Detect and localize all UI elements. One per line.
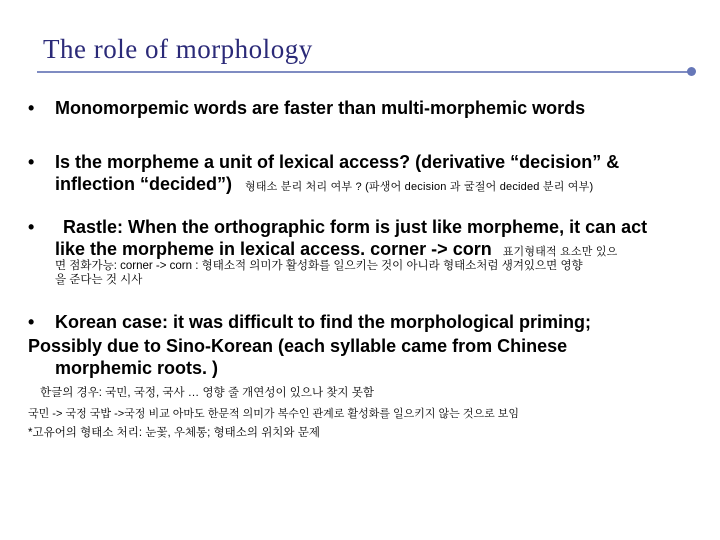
- bullet-marker: •: [28, 217, 35, 237]
- bullet-3-line-1: Rastle: When the orthographic form is just like morpheme, it can act: [63, 217, 648, 237]
- bullet-3-inline-note: 표기형태적 요소만 있으: [502, 246, 618, 258]
- slide-title: The role of morphology: [43, 34, 313, 64]
- bullet-2-korean-note: 형태소 분리 처리 여부 ? (파생어 decision 과 굴절어 decided 분리 여부): [245, 181, 594, 193]
- bullet-3-line-2-text: like the morpheme in lexical access. corner -> corn: [55, 239, 492, 259]
- bullet-2-line-1: Is the morpheme a unit of lexical access? (derivative “decision” &: [55, 152, 620, 172]
- bullet-marker: •: [28, 312, 35, 332]
- bullet-2-line-2-text: inflection “decided”): [55, 174, 233, 194]
- bullet-2-line-2: [55, 173, 593, 198]
- bullet-4-line-3: morphemic roots. ): [55, 358, 219, 378]
- bullet-3-note-line-3: 을 준다는 것 시사: [55, 274, 143, 286]
- korean-note-3: *고유어의 형태소 처리: 눈꽃, 우체통; 형태소의 위치와 문제: [28, 427, 320, 439]
- title-underline: [37, 71, 693, 73]
- bullet-marker: •: [28, 98, 35, 118]
- bullet-4-line-2: Possibly due to Sino-Korean (each syllable came from Chinese: [28, 336, 568, 356]
- bullet-marker: •: [28, 152, 35, 172]
- bullet-1-text: Monomorpemic words are faster than multi-morphemic words: [55, 98, 586, 118]
- korean-note-2: 국민 -> 국정 국밥 ->국정 비교 아마도 한문적 의미가 복수인 관계로 활성화를 일으키지 않는 것으로 보임: [28, 408, 520, 420]
- bullet-3-note-line-2: 면 점화가능: corner -> corn : 형태소적 의미가 활성화를 일으키는 것이 아니라 형태소처럼 생겨있으면 영향: [55, 260, 583, 272]
- title-underline-dot: [687, 67, 696, 76]
- bullet-4-line-1: Korean case: it was difficult to find the morphological priming;: [55, 312, 592, 332]
- korean-note-1: 한글의 경우: 국민, 국정, 국사 … 영향 줄 개연성이 있으나 찾지 못함: [40, 387, 374, 399]
